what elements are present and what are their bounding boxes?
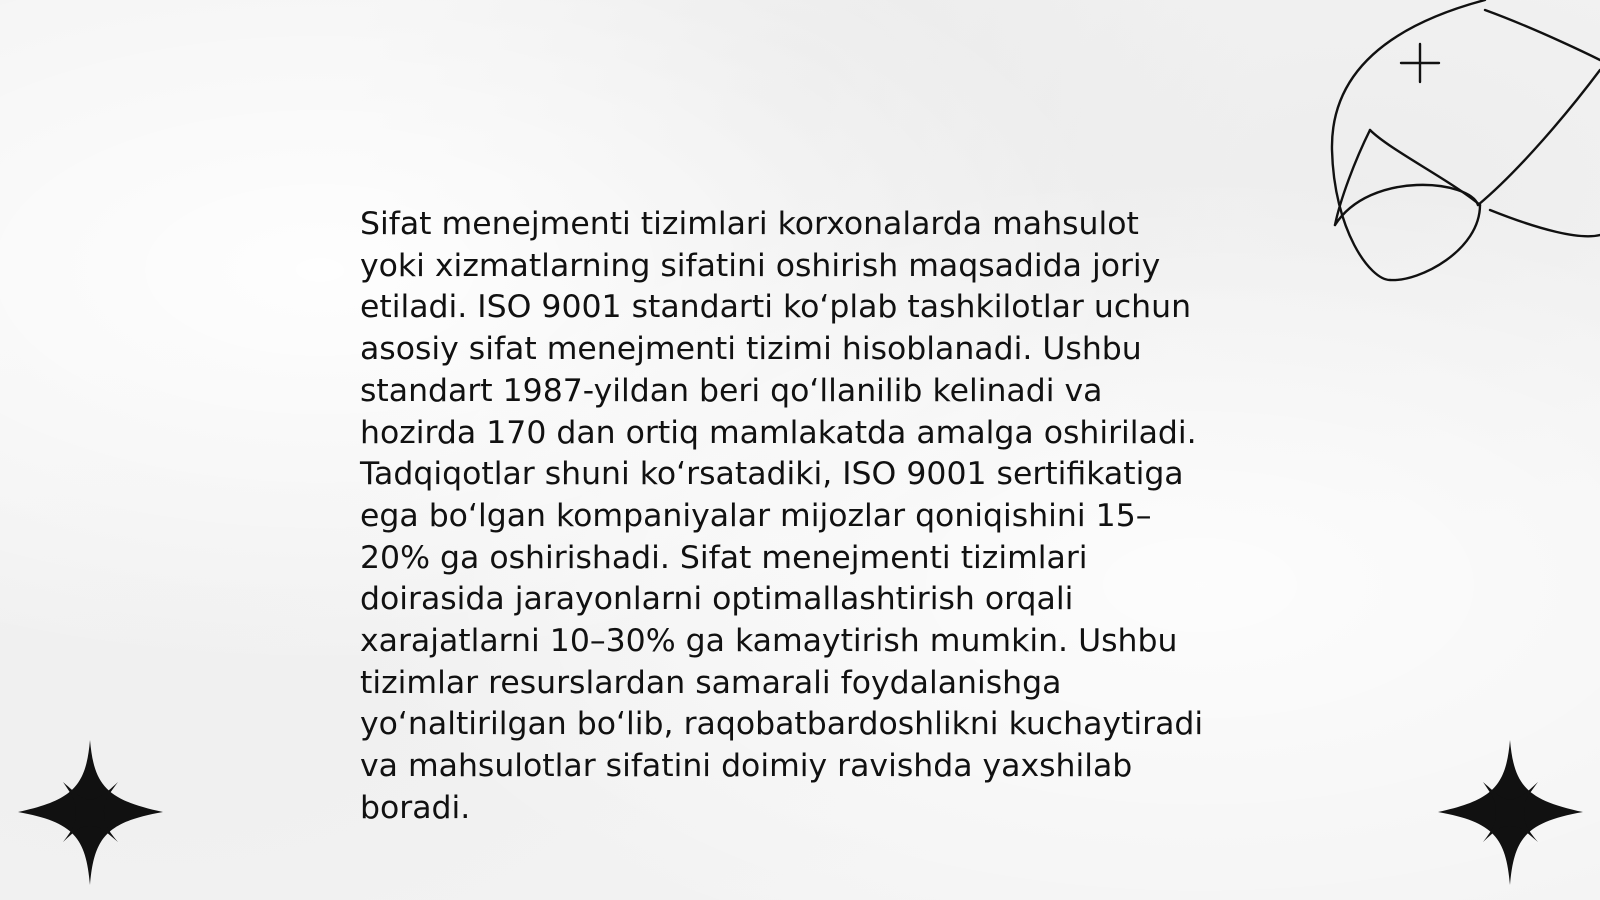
text-line: hozirda 170 dan ortiq mamlakatda amalga oshiriladi. [360, 414, 1197, 451]
text-line: asosiy sifat menejmenti tizimi hisoblanadi. Ushbu [360, 331, 1142, 368]
four-point-star-icon [18, 740, 163, 885]
text-line: 20% ga oshirishadi. Sifat menejmenti tizimlari [360, 539, 1088, 576]
text-line: va mahsulotlar sifatini doimiy ravishda yaxshilab [360, 748, 1133, 785]
text-line: Tadqiqotlar shuni ko‘rsatadiki, ISO 9001 sertifikatiga [360, 456, 1184, 493]
text-line: boradi. [360, 789, 471, 826]
four-point-star-icon [1438, 740, 1583, 885]
text-line: Sifat menejmenti tizimlari korxonalarda mahsulot [360, 206, 1139, 242]
text-line: tizimlar resurslardan samarali foydalanishga [360, 664, 1062, 701]
text-line: yoki xizmatlarning sifatini oshirish maqsadida joriy [360, 247, 1161, 284]
text-line: doirasida jarayonlarni optimallashtirish orqali [360, 581, 1074, 618]
text-line: yo‘naltirilgan bo‘lib, raqobatbardoshlikni kuchaytiradi [360, 706, 1204, 743]
text-line: standart 1987-yildan beri qo‘llanilib kelinadi va [360, 372, 1103, 409]
text-line: xarajatlarni 10–30% ga kamaytirish mumkin. Ushbu [360, 623, 1178, 660]
text-line: etiladi. ISO 9001 standarti ko‘plab tashkilotlar uchun [360, 289, 1192, 326]
text-line: ega bo‘lgan kompaniyalar mijozlar qoniqishini 15– [360, 497, 1152, 534]
slide-body-text [360, 204, 1240, 830]
orbit-sparkle-icon [1330, 0, 1600, 300]
